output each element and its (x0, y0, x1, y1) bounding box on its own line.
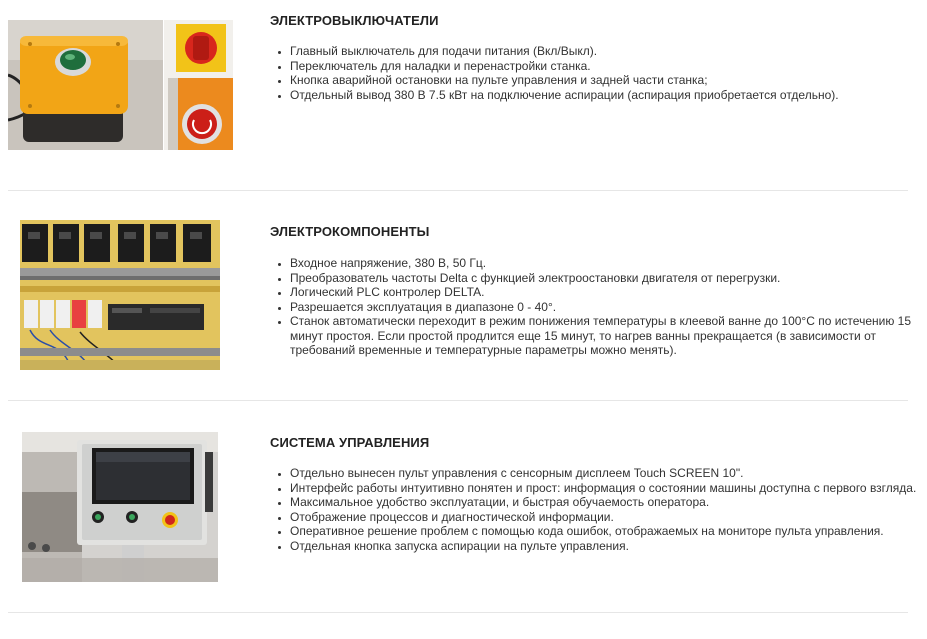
list-item: • Кнопка аварийной остановки на пульте управления и задней части станка; (290, 73, 927, 88)
list-item: • Преобразователь частоты Delta с функцией электроостановки двигателя от перегрузки. (290, 271, 927, 286)
section-title-switches: ЭЛЕКТРОВЫКЛЮЧАТЕЛИ (270, 13, 439, 28)
list-item: • Отдельно вынесен пульт управления с сенсорным дисплеем Touch SCREEN 10". (290, 466, 927, 481)
switches-photo (8, 20, 233, 150)
section-divider (8, 190, 908, 191)
list-item: • Максимальное удобство эксплуатации, и быстрая обучаемость оператора. (290, 495, 927, 510)
electrical-components-list (270, 256, 927, 358)
list-item: • Интерфейс работы интуитивно понятен и прост: информация о состоянии машины доступна с первого взгляда. (290, 481, 927, 496)
list-item: • Разрешается эксплуатация в диапазоне 0 - 40°. (290, 300, 927, 315)
section-divider (8, 612, 908, 613)
list-item: • Отдельная кнопка запуска аспирации на пульте управления. (290, 539, 927, 554)
electrical-cabinet-photo (20, 220, 220, 370)
list-item: • Логический PLC контролер DELTA. (290, 285, 927, 300)
list-item: • Оперативное решение проблем с помощью кода ошибок, отображаемых на мониторе пульта управления. (290, 524, 927, 539)
list-item: • Главный выключатель для подачи питания (Вкл/Выкл). (290, 44, 927, 59)
section-title-control-system: СИСТЕМА УПРАВЛЕНИЯ (270, 435, 430, 450)
switches-list (270, 44, 927, 102)
list-item: • Отдельный вывод 380 В 7.5 кВт на подключение аспирации (аспирация приобретается отдельно). (290, 88, 927, 103)
section-divider (8, 400, 908, 401)
list-item: • Переключатель для наладки и перенастройки станка. (290, 59, 927, 74)
list-item: • Станок автоматически переходит в режим понижения температуры в клеевой ванне до 100°С по истечению 15 минут простоя. Если простой продлится еще 15 минут, то нагрев ванны прекращается (в зависимости от требований временные и температурные параметры можно менять). (290, 314, 927, 358)
list-item: • Отображение процессов и диагностической информации. (290, 510, 927, 525)
control-panel-photo (22, 432, 218, 582)
list-item: • Входное напряжение, 380 В, 50 Гц. (290, 256, 927, 271)
control-system-list (270, 466, 927, 553)
section-title-electrical-components: ЭЛЕКТРОКОМПОНЕНТЫ (270, 224, 430, 239)
